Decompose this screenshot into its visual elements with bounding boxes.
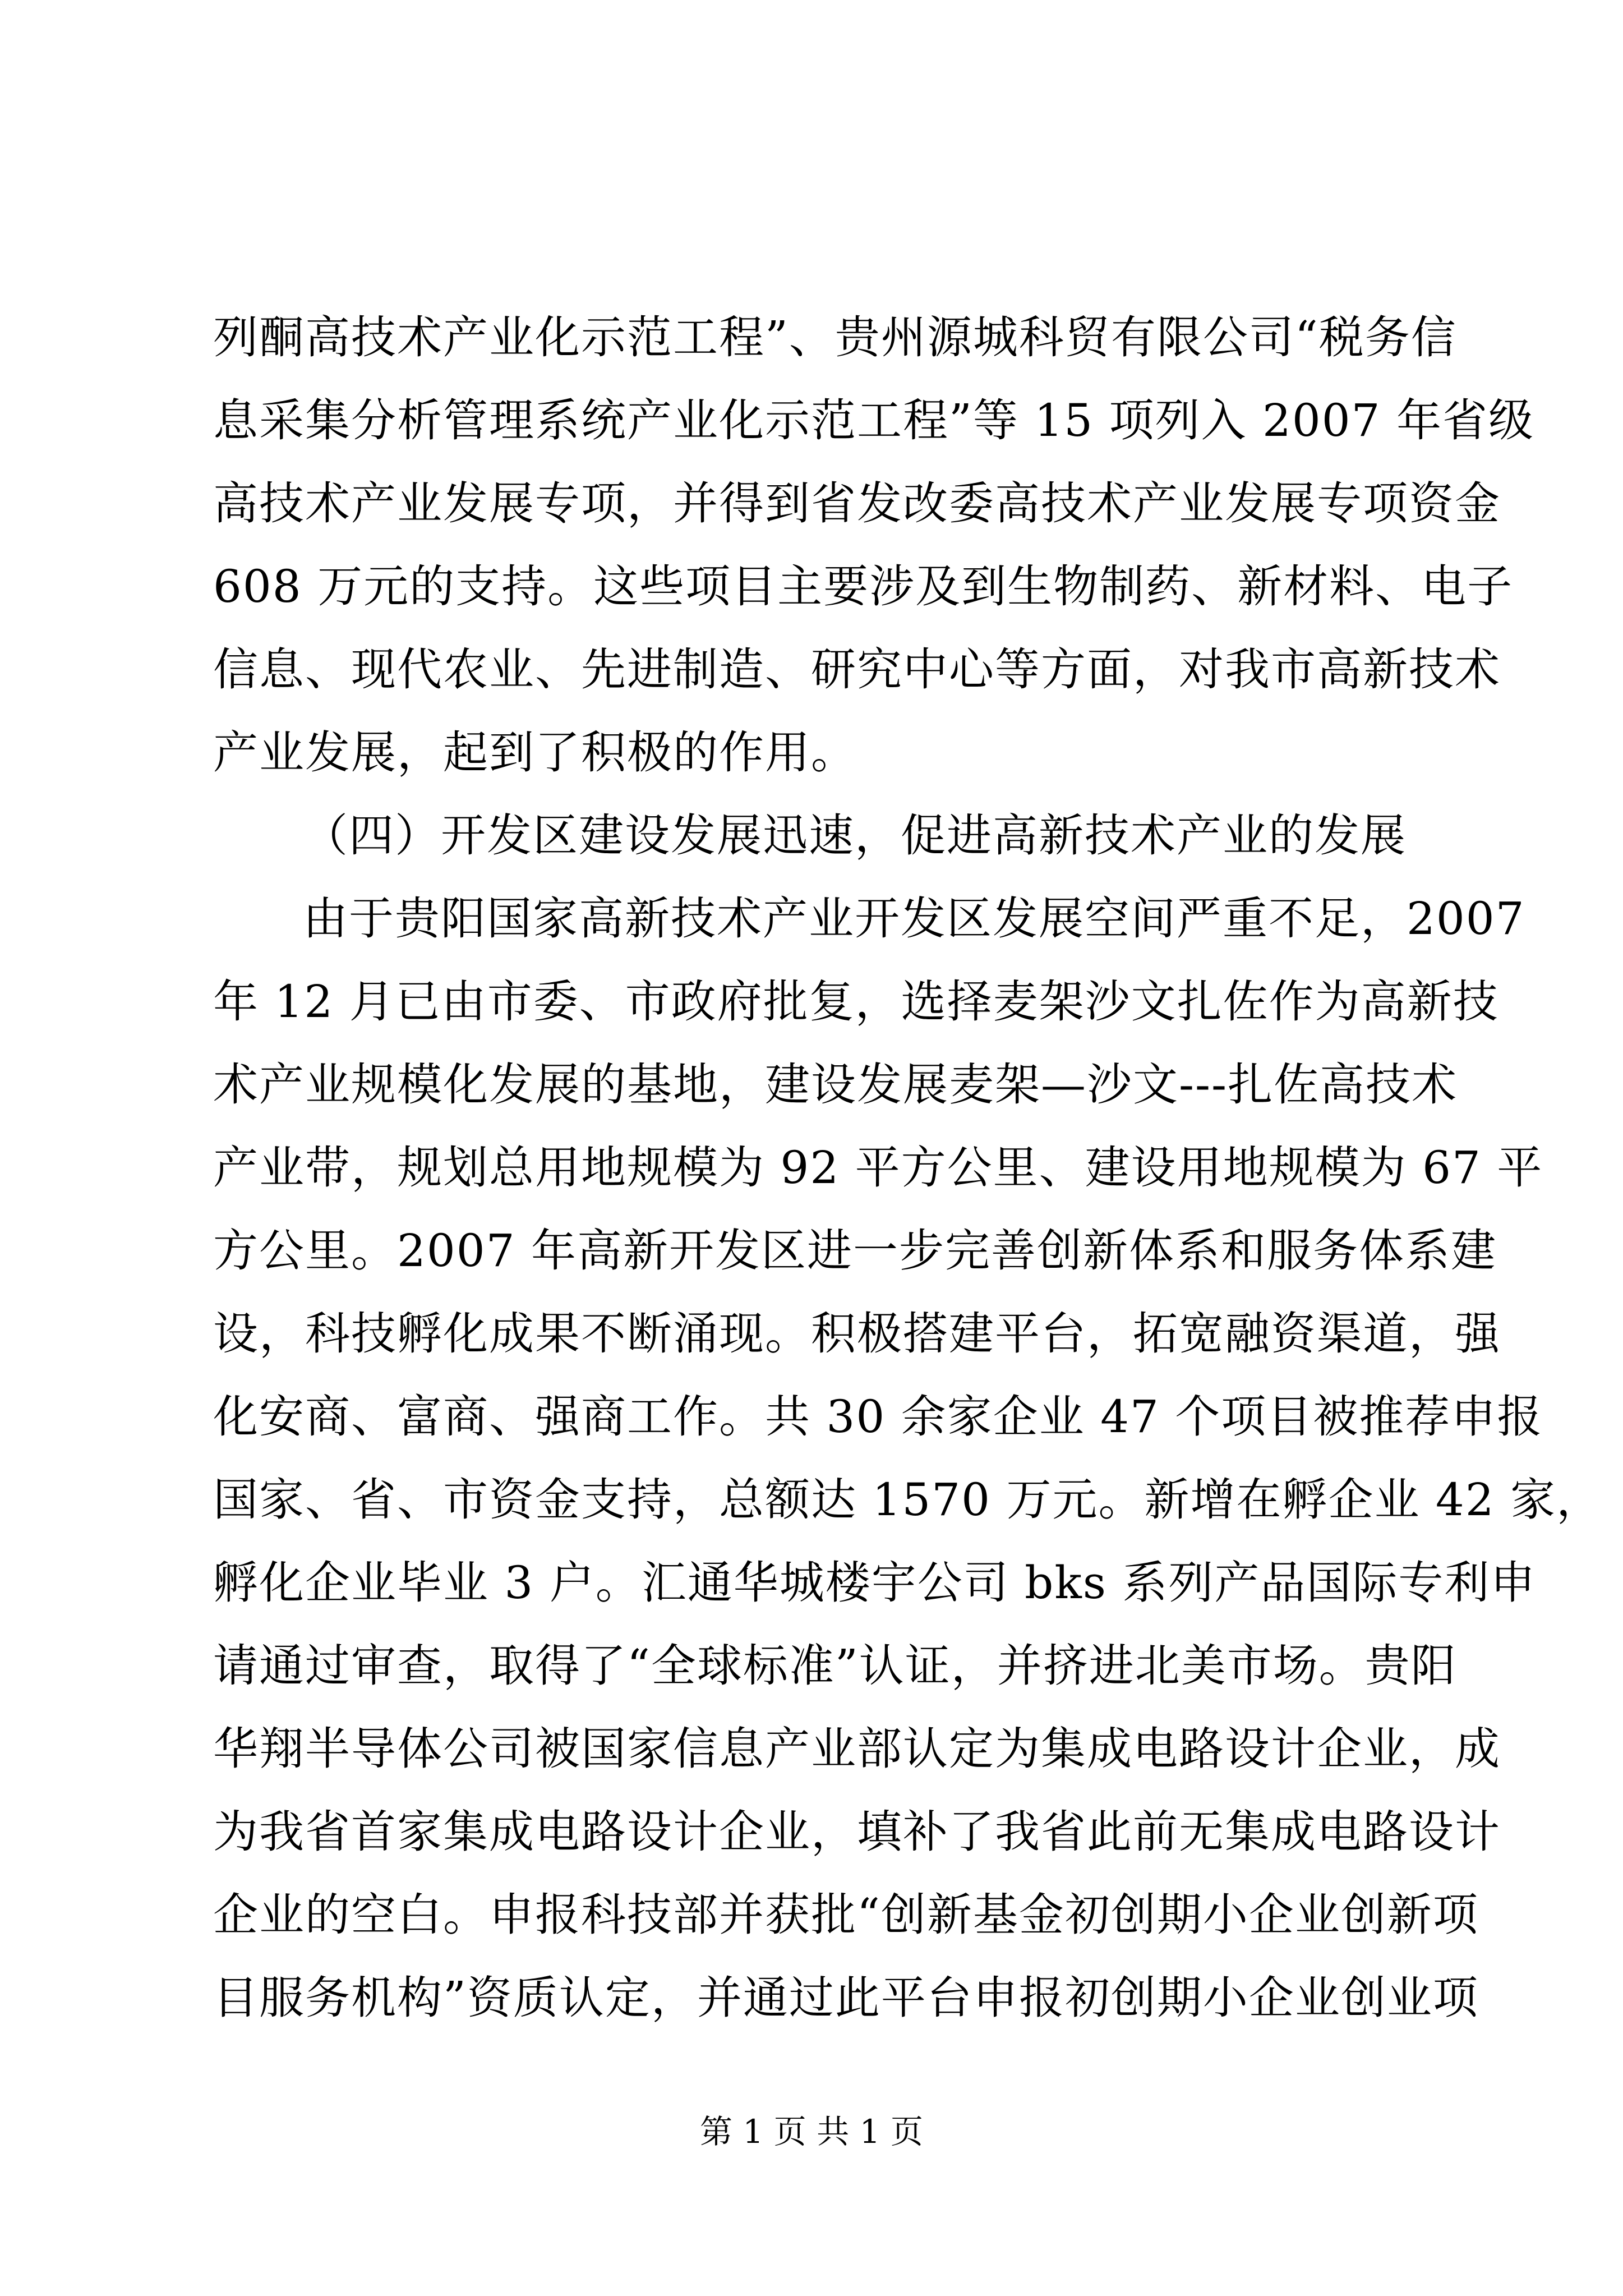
paragraph-line: 国家、省、市资金支持，总额达 1570 万元。新增在孵企业 42 家，	[213, 1474, 1603, 1526]
paragraph-line: 华翔半导体公司被国家信息产业部认定为集成电路设计企业，成	[213, 1723, 1501, 1775]
paragraph-line: 息采集分析管理系统产业化示范工程”等 15 项列入 2007 年省级	[213, 394, 1535, 447]
paragraph-line: 化安商、富商、强商工作。共 30 余家企业 47 个项目被推荐申报	[213, 1391, 1543, 1443]
paragraph-line: 请通过审查，取得了“全球标准”认证，并挤进北美市场。贵阳	[213, 1640, 1457, 1692]
paragraph-line: 列酮高技术产业化示范工程”、贵州源城科贸有限公司“税务信	[213, 311, 1457, 364]
paragraph-line: 年 12 月已由市委、市政府批复，选择麦架沙文扎佐作为高新技	[213, 976, 1499, 1028]
paragraph-line: 产业发展，起到了积极的作用。	[213, 726, 857, 779]
body-text	[213, 296, 1603, 2040]
paragraph-line: 信息、现代农业、先进制造、研究中心等方面，对我市高新技术	[213, 643, 1501, 696]
page-footer	[0, 2109, 1623, 2154]
paragraph-line: 608 万元的支持。这些项目主要涉及到生物制药、新材料、电子	[213, 560, 1514, 613]
paragraph-line: 设，科技孵化成果不断涌现。积极搭建平台，拓宽融资渠道，强	[213, 1308, 1501, 1360]
paragraph-line: 企业的空白。申报科技部并获批“创新基金初创期小企业创新项	[213, 1889, 1479, 1941]
section-heading: （四）开发区建设发展迅速，促进高新技术产业的发展	[303, 809, 1407, 862]
paragraph-line: 术产业规模化发展的基地，建设发展麦架—沙文---扎佐高技术	[213, 1059, 1458, 1111]
paragraph-line: 目服务机构”资质认定，并通过此平台申报初创期小企业创业项	[213, 1972, 1479, 2024]
paragraph-line: 高技术产业发展专项，并得到省发改委高技术产业发展专项资金	[213, 477, 1501, 530]
paragraph-line: 为我省首家集成电路设计企业，填补了我省此前无集成电路设计	[213, 1806, 1501, 1858]
paragraph-line: 方公里。2007 年高新开发区进一步完善创新体系和服务体系建	[213, 1225, 1497, 1277]
paragraph-line: 孵化企业毕业 3 户。汇通华城楼宇公司 bks 系列产品国际专利申	[213, 1557, 1537, 1609]
page-number-label: 第 1 页 共 1 页	[700, 2113, 923, 2151]
paragraph-line: 由于贵阳国家高新技术产业开发区发展空间严重不足，2007	[303, 892, 1525, 945]
paragraph-line: 产业带，规划总用地规模为 92 平方公里、建设用地规模为 67 平	[213, 1142, 1543, 1194]
